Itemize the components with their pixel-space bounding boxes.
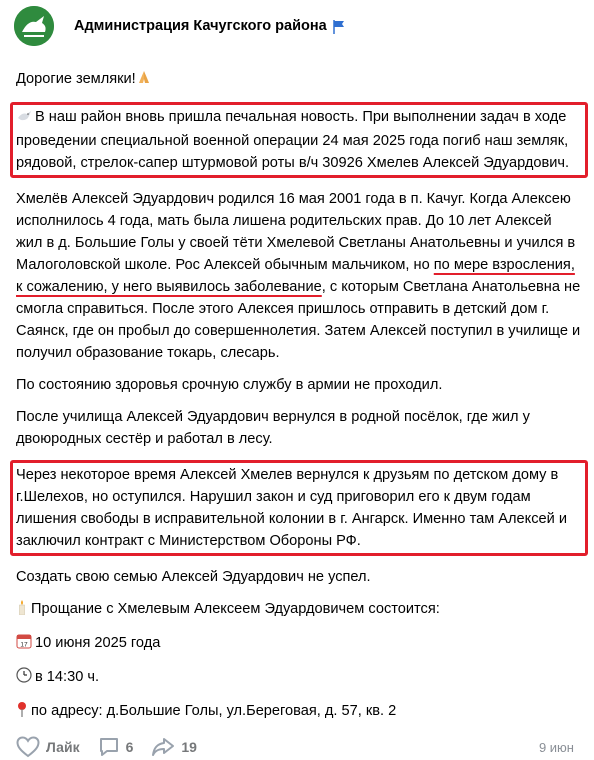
highlighted-paragraph-2: [10, 460, 588, 556]
contract-text: Через некоторое время Алексей Хмелев вернулся к друзьям по детском дому в г.Шелехов, но оступился. Нарушил закон и суд приговорил его к двум годам лишения свободы в исправительной колонии в г. Ангарск. Именно там Алексей и заключил контракт с Министерством Обороны РФ.: [16, 467, 567, 549]
like-label: Лайк: [46, 739, 80, 755]
address-text: по адресу: д.Большие Голы, ул.Береговая, д. 57, кв. 2: [31, 703, 397, 719]
time-line: [16, 666, 582, 690]
dove-icon: [16, 108, 32, 130]
address-line: [16, 700, 582, 724]
share-icon: [151, 736, 175, 758]
farewell-text: Прощание с Хмелевым Алексеем Эдуардовичем состоится:: [31, 601, 440, 617]
post-body: [16, 68, 582, 734]
highlighted-paragraph-1: [10, 102, 588, 178]
news-text: В наш район вновь пришла печальная новость. При выполнении задач в ходе проведении специальной военной операции 24 мая 2025 года погиб наш земляк, рядовой, стрелок-сапер штурмовой роты в/ч 30926 Хмелев Алексей Эдуардович.: [16, 109, 570, 171]
greeting-text: Дорогие земляки!: [16, 71, 136, 87]
time-text: в 14:30 ч.: [35, 669, 100, 685]
post-header: [14, 6, 345, 46]
comment-button[interactable]: [98, 736, 134, 758]
bio-text-1: Хмелёв Алексей Эдуардович родился 16 мая 2001 года в п. Качуг. Когда Алексею исполнилось 4 года, мать была лишена родительских прав. До 10 лет Алексей жил в д. Большие Голы у своей тёти Хмелевой Светланы Анатольевны и учился в Малоголовской школе. Рос Алексей обычным мальчиком, но: [16, 191, 576, 273]
family-paragraph: Создать свою семью Алексей Эдуардович не успел.: [16, 569, 371, 585]
flag-icon: [333, 20, 345, 34]
bio-text-2: , с которым Светлана Анатольевна не смогла справиться. После этого Алексея пришлось отправить в детский дом г. Саянск, где он пробыл до совершеннолетия. Затем Алексей поступил в училище и получил образование токарь, слесарь.: [16, 279, 581, 361]
comments-count: 6: [125, 739, 134, 755]
post-date[interactable]: 9 июн: [538, 739, 574, 755]
pin-icon: [16, 701, 28, 724]
health-paragraph: По состоянию здоровья срочную службу в армии не проходил.: [16, 377, 443, 393]
calendar-icon: [16, 633, 32, 656]
post-footer: [16, 734, 582, 760]
coat-of-arms-icon: [14, 6, 54, 46]
comment-icon: [98, 736, 120, 758]
group-name[interactable]: Администрация Качугского района: [74, 18, 327, 34]
underlined-phrase: по мере взросления, к сожалению, у него выявилось заболевание: [16, 257, 575, 295]
heart-icon: [16, 736, 40, 758]
greeting-line: [16, 68, 582, 92]
svg-text:17: 17: [20, 641, 28, 649]
date-text: 10 июня 2025 года: [35, 635, 161, 651]
date-line: [16, 632, 582, 656]
praying-hands-icon: [136, 69, 152, 92]
after-school-paragraph: После училища Алексей Эдуардович вернулся в родной посёлок, где жил у двоюродных сестёр и работал в лесу.: [16, 409, 530, 447]
clock-icon: [16, 667, 32, 690]
farewell-line: [16, 598, 582, 622]
candle-icon: [16, 599, 28, 622]
share-button[interactable]: [151, 736, 197, 758]
group-avatar[interactable]: [14, 6, 54, 46]
biography-paragraph: [16, 188, 582, 364]
like-button[interactable]: [16, 736, 80, 758]
shares-count: 19: [181, 739, 197, 755]
